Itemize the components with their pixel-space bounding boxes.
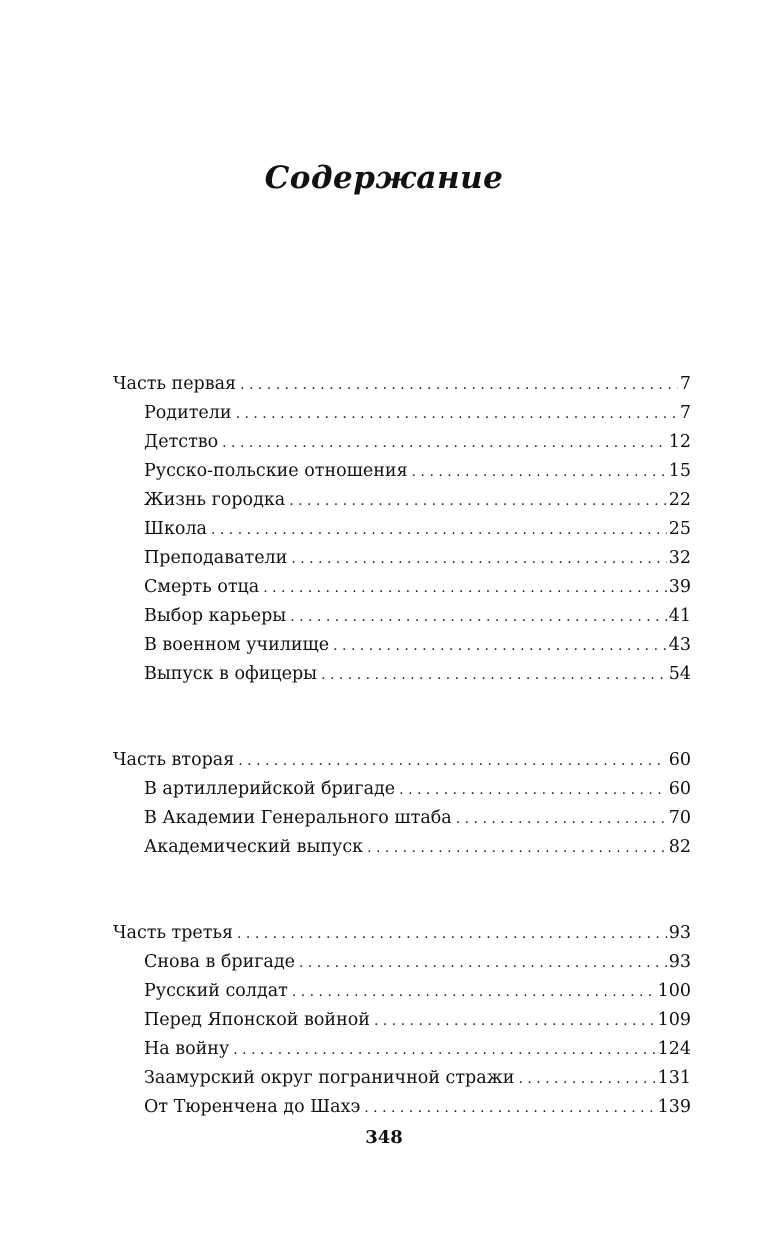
toc-entry-page: 12 xyxy=(668,432,691,452)
toc-entry xyxy=(113,428,691,457)
dot-leader xyxy=(290,603,667,631)
dot-leader xyxy=(222,429,667,457)
dot-leader xyxy=(518,1065,655,1093)
toc-entry xyxy=(113,977,691,1006)
toc-entry-page: 41 xyxy=(668,606,691,626)
toc-entry-page: 15 xyxy=(668,461,691,481)
dot-leader xyxy=(321,661,667,689)
dot-leader xyxy=(412,458,667,486)
page-number: 348 xyxy=(365,1127,403,1148)
toc-entry xyxy=(113,486,691,515)
dot-leader xyxy=(456,805,667,833)
dot-leader xyxy=(289,487,667,515)
page-title: Содержание xyxy=(264,160,504,196)
dot-leader xyxy=(333,632,667,660)
toc-section-part-3 xyxy=(113,919,691,1122)
dot-leader xyxy=(211,516,667,544)
toc-entry-label: Часть третья xyxy=(113,923,234,943)
toc-entry xyxy=(113,775,691,804)
toc-entry xyxy=(113,1035,691,1064)
toc-entry-page: 32 xyxy=(668,548,691,568)
toc-entry-label: Смерть отца xyxy=(144,577,260,597)
dot-leader xyxy=(291,545,666,573)
toc-entry xyxy=(113,602,691,631)
toc-entry-page: 43 xyxy=(668,635,691,655)
toc-part-heading xyxy=(113,746,691,775)
toc-entry-page: 7 xyxy=(679,403,691,423)
toc-entry xyxy=(113,1093,691,1122)
toc-section-part-1 xyxy=(113,370,691,689)
toc-entry-label: Часть первая xyxy=(113,374,237,394)
toc-entry-page: 7 xyxy=(679,374,691,394)
toc-entry-label: В артиллерийской бригаде xyxy=(144,779,396,799)
dot-leader xyxy=(263,574,666,602)
dot-leader xyxy=(233,1036,655,1064)
toc-entry-page: 93 xyxy=(668,952,691,972)
toc-entry-label: Детство xyxy=(144,432,219,452)
toc-entry-page: 60 xyxy=(668,750,691,770)
toc-entry-page: 60 xyxy=(668,779,691,799)
toc-entry-page: 54 xyxy=(668,664,691,684)
dot-leader xyxy=(374,1007,656,1035)
toc-entry-page: 82 xyxy=(668,837,691,857)
toc-entry xyxy=(113,1006,691,1035)
toc-entry-label: Русско-польские отношения xyxy=(144,461,408,481)
toc-entry xyxy=(113,399,691,428)
toc-entry-label: Академический выпуск xyxy=(144,837,364,857)
toc-entry xyxy=(113,631,691,660)
toc-entry-page: 39 xyxy=(668,577,691,597)
toc-entry-label: Русский солдат xyxy=(144,981,288,1001)
toc-entry-page: 100 xyxy=(657,981,691,1001)
toc-entry-label: Перед Японской войной xyxy=(144,1010,370,1030)
toc-entry-label: Выбор карьеры xyxy=(144,606,287,626)
toc-entry xyxy=(113,804,691,833)
toc-entry-label: Снова в бригаде xyxy=(144,952,295,972)
toc-entry-page: 70 xyxy=(668,808,691,828)
toc-entry-label: Заамурский округ пограничной стражи xyxy=(144,1068,515,1088)
toc-entry xyxy=(113,544,691,573)
toc-entry-page: 93 xyxy=(668,923,691,943)
dot-leader xyxy=(237,920,667,948)
toc-entry xyxy=(113,948,691,977)
dot-leader xyxy=(240,371,678,399)
dot-leader xyxy=(399,776,667,804)
toc-entry xyxy=(113,573,691,602)
table-of-contents xyxy=(113,370,691,1122)
toc-entry-label: В Академии Генерального штаба xyxy=(144,808,452,828)
toc-entry-label: На войну xyxy=(144,1039,230,1059)
toc-entry xyxy=(113,833,691,862)
toc-entry xyxy=(113,1064,691,1093)
toc-section-part-2 xyxy=(113,746,691,862)
toc-entry-label: От Тюренчена до Шахэ xyxy=(144,1097,361,1117)
dot-leader xyxy=(299,949,667,977)
dot-leader xyxy=(367,834,667,862)
toc-part-heading xyxy=(113,919,691,948)
toc-entry-page: 22 xyxy=(668,490,691,510)
toc-entry xyxy=(113,515,691,544)
toc-entry-label: Жизнь городка xyxy=(144,490,286,510)
toc-entry-label: Школа xyxy=(144,519,207,539)
toc-part-heading xyxy=(113,370,691,399)
toc-entry-label: Родители xyxy=(144,403,232,423)
toc-entry-label: Преподаватели xyxy=(144,548,288,568)
dot-leader xyxy=(292,978,656,1006)
toc-entry-page: 124 xyxy=(657,1039,691,1059)
toc-entry xyxy=(113,660,691,689)
toc-entry-label: Часть вторая xyxy=(113,750,235,770)
toc-entry-label: Выпуск в офицеры xyxy=(144,664,318,684)
toc-entry-page: 109 xyxy=(657,1010,691,1030)
toc-entry-page: 139 xyxy=(657,1097,691,1117)
dot-leader xyxy=(236,400,678,428)
toc-entry xyxy=(113,457,691,486)
dot-leader xyxy=(238,747,666,775)
toc-entry-label: В военном училище xyxy=(144,635,330,655)
toc-entry-page: 25 xyxy=(668,519,691,539)
toc-entry-page: 131 xyxy=(657,1068,691,1088)
dot-leader xyxy=(364,1094,655,1122)
